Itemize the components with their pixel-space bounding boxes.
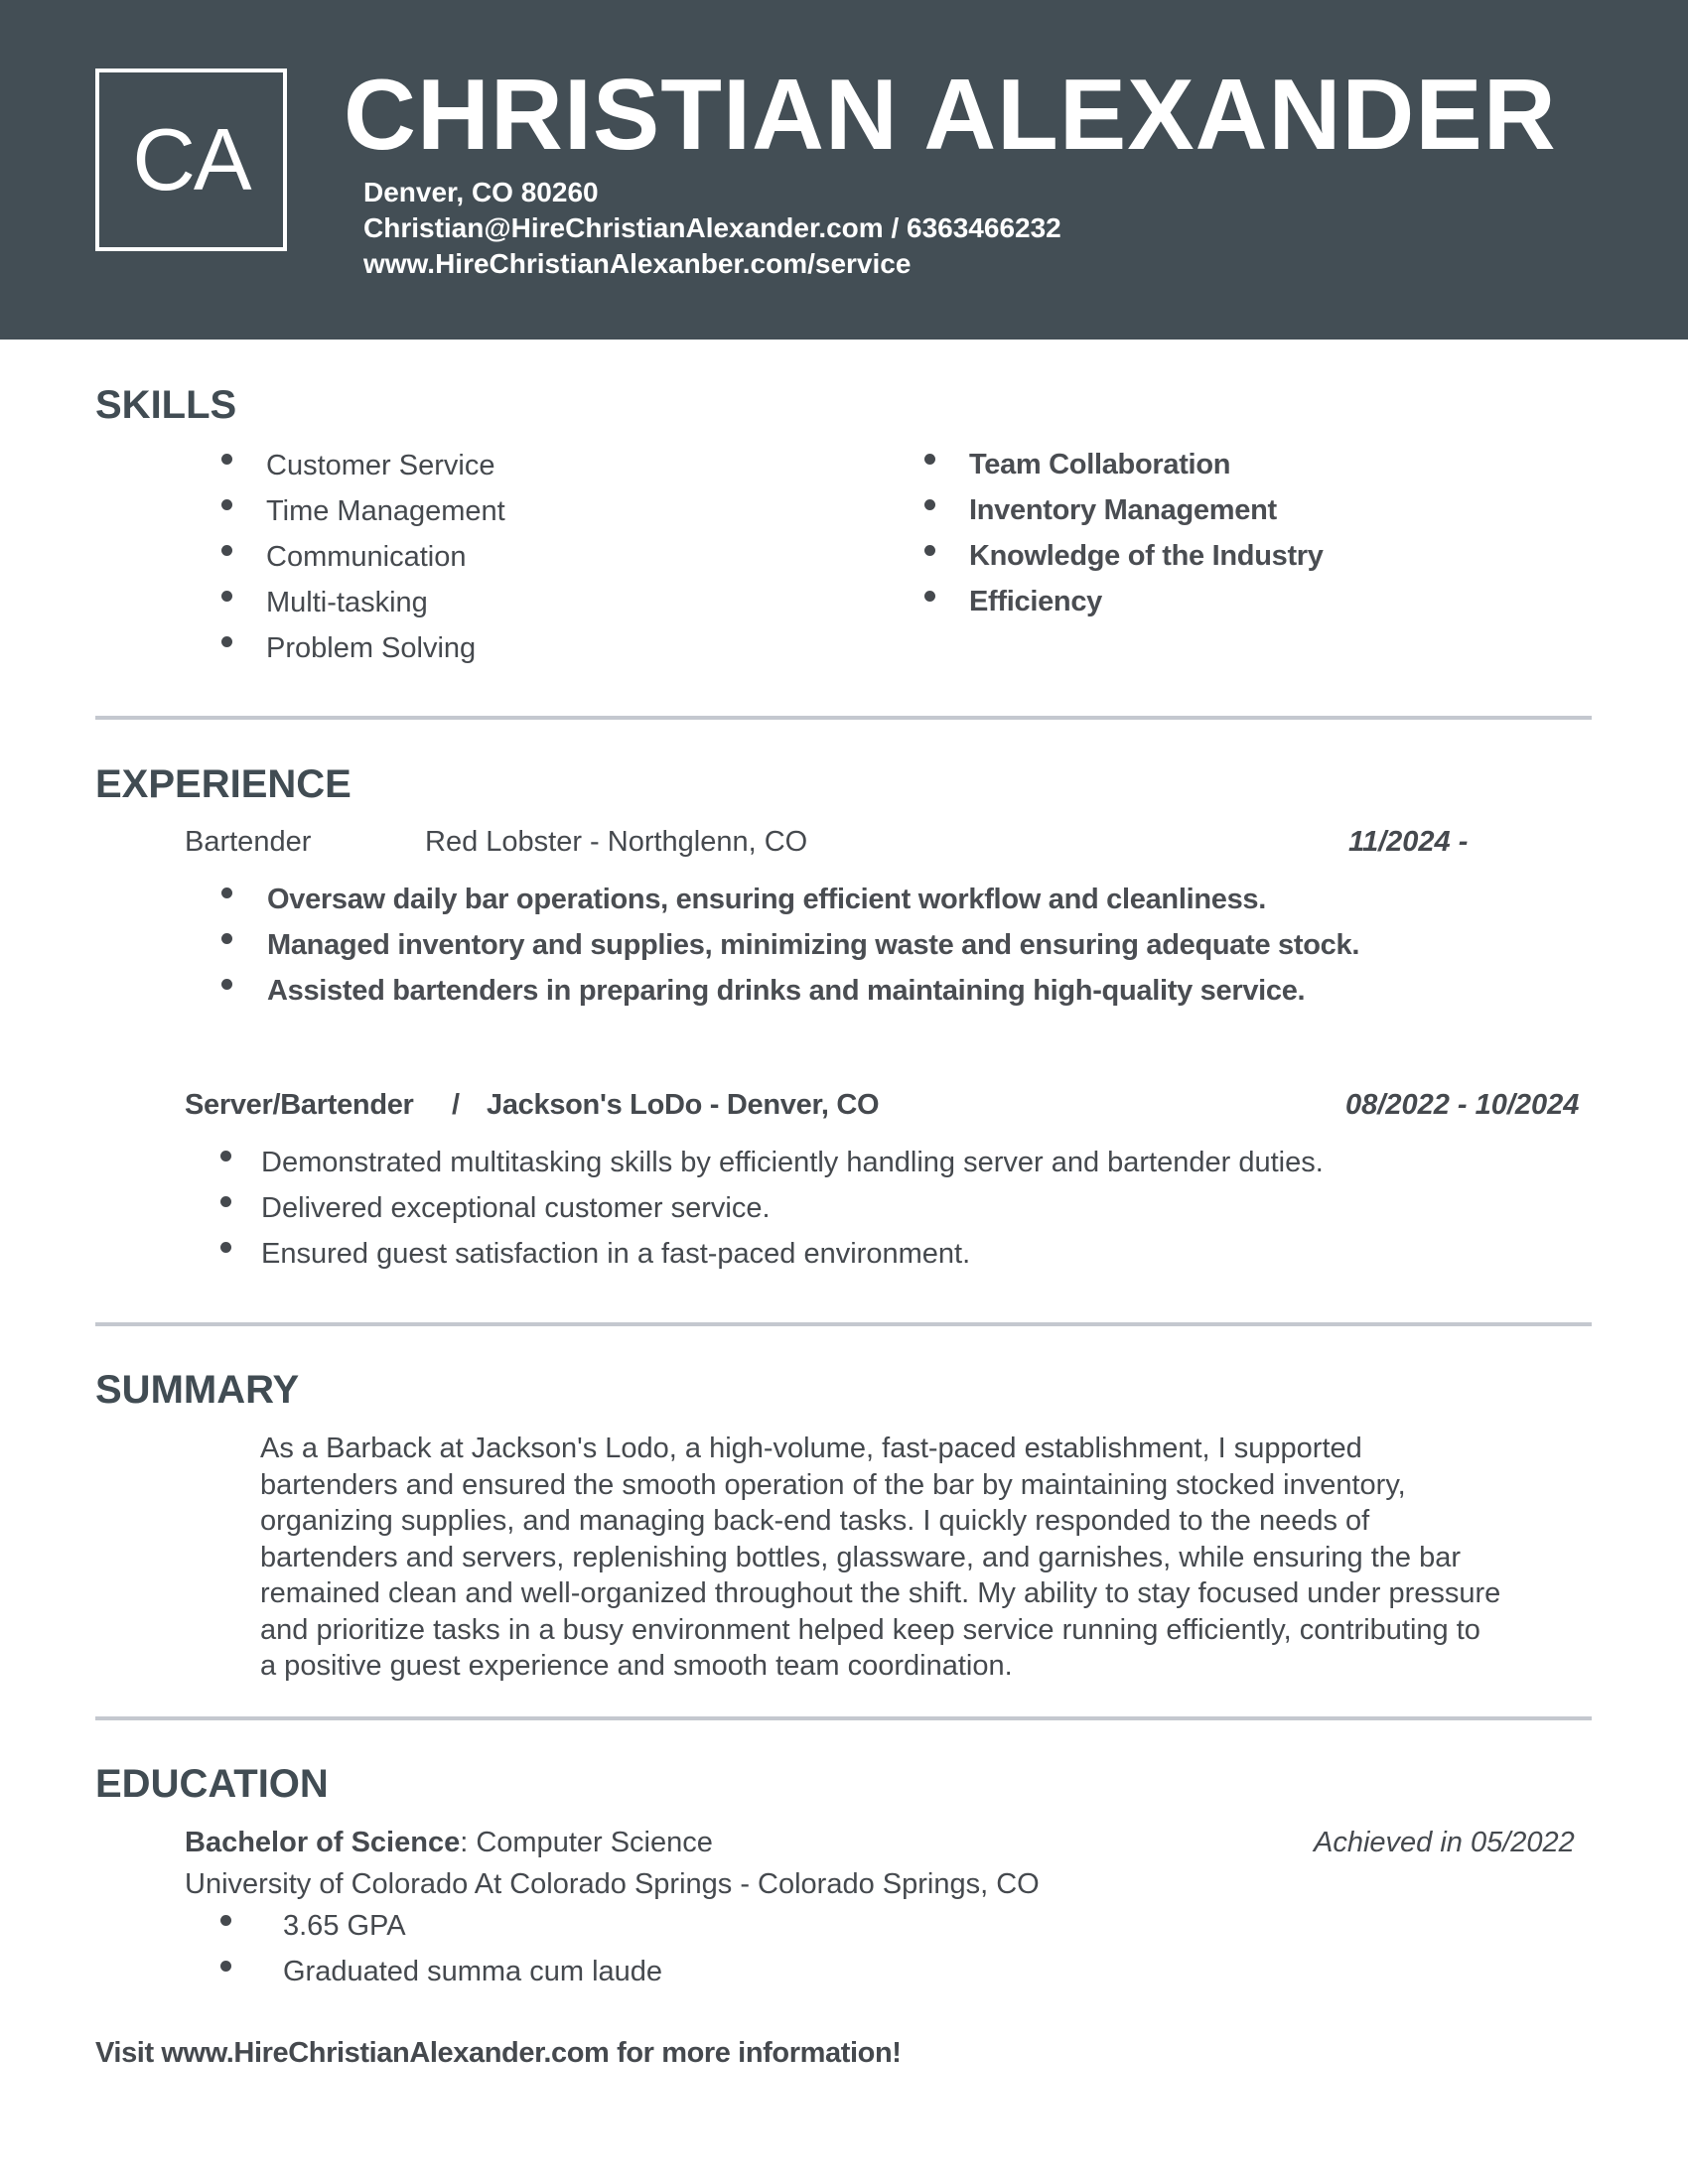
- bullet-icon: [924, 545, 935, 556]
- job-bullet: Oversaw daily bar operations, ensuring efficient workflow and cleanliness.: [267, 884, 1266, 915]
- skill-item: Problem Solving: [266, 632, 477, 664]
- skill-item: Knowledge of the Industry: [969, 540, 1324, 572]
- school-name: University of Colorado At Colorado Springs - Colorado Springs, CO: [185, 1868, 1040, 1900]
- skill-item: Inventory Management: [969, 494, 1277, 526]
- job-dates: 08/2022 - 10/2024: [1345, 1089, 1580, 1121]
- bullet-icon: [221, 591, 232, 602]
- job-role: Server/Bartender: [185, 1089, 414, 1121]
- summary-line: As a Barback at Jackson's Lodo, a high-volume, fast-paced establishment, I supported: [260, 1433, 1362, 1464]
- job-separator: /: [452, 1089, 460, 1121]
- contact-email-phone: Christian@HireChristianAlexander.com / 6363466232: [363, 212, 1061, 243]
- bullet-icon: [220, 1915, 231, 1926]
- bullet-icon: [221, 887, 232, 898]
- bullet-icon: [924, 499, 935, 510]
- skill-item: Team Collaboration: [969, 449, 1231, 480]
- skills-heading: SKILLS: [95, 383, 237, 427]
- bullet-icon: [221, 499, 232, 510]
- skill-item: Time Management: [266, 495, 505, 527]
- bullet-icon: [220, 1242, 231, 1253]
- job-role: Bartender: [185, 826, 312, 858]
- job-employer: Red Lobster - Northglenn, CO: [425, 826, 808, 858]
- degree-name: Bachelor of Science: [185, 1827, 461, 1858]
- job-bullet: Demonstrated multitasking skills by efficiently handling server and bartender duties.: [261, 1147, 1324, 1178]
- summary-line: and prioritize tasks in a busy environment helped keep service running efficiently, contributing to: [260, 1613, 1480, 1646]
- skill-item: Customer Service: [266, 450, 495, 481]
- summary-line: a positive guest experience and smooth team coordination.: [260, 1650, 1013, 1682]
- candidate-name: CHRISTIAN ALEXANDER: [344, 60, 1557, 171]
- bullet-icon: [220, 1961, 231, 1972]
- job-bullet: Managed inventory and supplies, minimizing waste and ensuring adequate stock.: [267, 929, 1360, 961]
- summary-line: remained clean and well-organized throughout the shift. My ability to stay focused under pressure: [260, 1577, 1501, 1609]
- education-bullet: Graduated summa cum laude: [283, 1956, 663, 1987]
- degree-major: : Computer Science: [460, 1827, 713, 1858]
- resume-header: [0, 0, 1688, 340]
- job-dates: 11/2024 -: [1348, 826, 1469, 858]
- job-bullet: Assisted bartenders in preparing drinks and maintaining high-quality service.: [267, 975, 1306, 1007]
- degree-line: [185, 1825, 713, 1860]
- summary-line: organizing supplies, and managing back-end tasks. I quickly responded to the needs of: [260, 1505, 1370, 1537]
- contact-website: www.HireChristianAlexanber.com/service: [363, 248, 912, 279]
- summary-heading: SUMMARY: [95, 1368, 300, 1412]
- section-divider: [95, 716, 1592, 720]
- summary-line: bartenders and ensured the smooth operation of the bar by maintaining stocked inventory,: [260, 1468, 1406, 1501]
- job-bullet: Delivered exceptional customer service.: [261, 1192, 771, 1224]
- experience-heading: EXPERIENCE: [95, 762, 352, 806]
- monogram-badge: CA: [95, 68, 287, 251]
- summary-line: bartenders and servers, replenishing bottles, glassware, and garnishes, while ensuring the bar: [260, 1541, 1462, 1573]
- education-heading: EDUCATION: [95, 1762, 329, 1806]
- contact-location: Denver, CO 80260: [363, 177, 599, 207]
- bullet-icon: [220, 1196, 231, 1207]
- bullet-icon: [924, 591, 935, 602]
- section-divider: [95, 1716, 1592, 1720]
- education-bullet: 3.65 GPA: [283, 1910, 406, 1942]
- bullet-icon: [221, 454, 232, 465]
- job-employer: Jackson's LoDo - Denver, CO: [487, 1089, 880, 1121]
- bullet-icon: [221, 636, 232, 647]
- job-bullet: Ensured guest satisfaction in a fast-paced environment.: [261, 1238, 971, 1270]
- bullet-icon: [220, 1151, 231, 1161]
- footer-note: Visit www.HireChristianAlexander.com for more information!: [95, 2037, 902, 2069]
- bullet-icon: [924, 454, 935, 465]
- summary-paragraph: [260, 1431, 1591, 1685]
- bullet-icon: [221, 545, 232, 556]
- section-divider: [95, 1322, 1592, 1326]
- skill-item: Communication: [266, 541, 467, 573]
- bullet-icon: [221, 933, 232, 944]
- graduation-date: Achieved in 05/2022: [1314, 1827, 1575, 1858]
- skill-item: Multi-tasking: [266, 587, 428, 618]
- skill-item: Efficiency: [969, 586, 1102, 617]
- bullet-icon: [221, 979, 232, 990]
